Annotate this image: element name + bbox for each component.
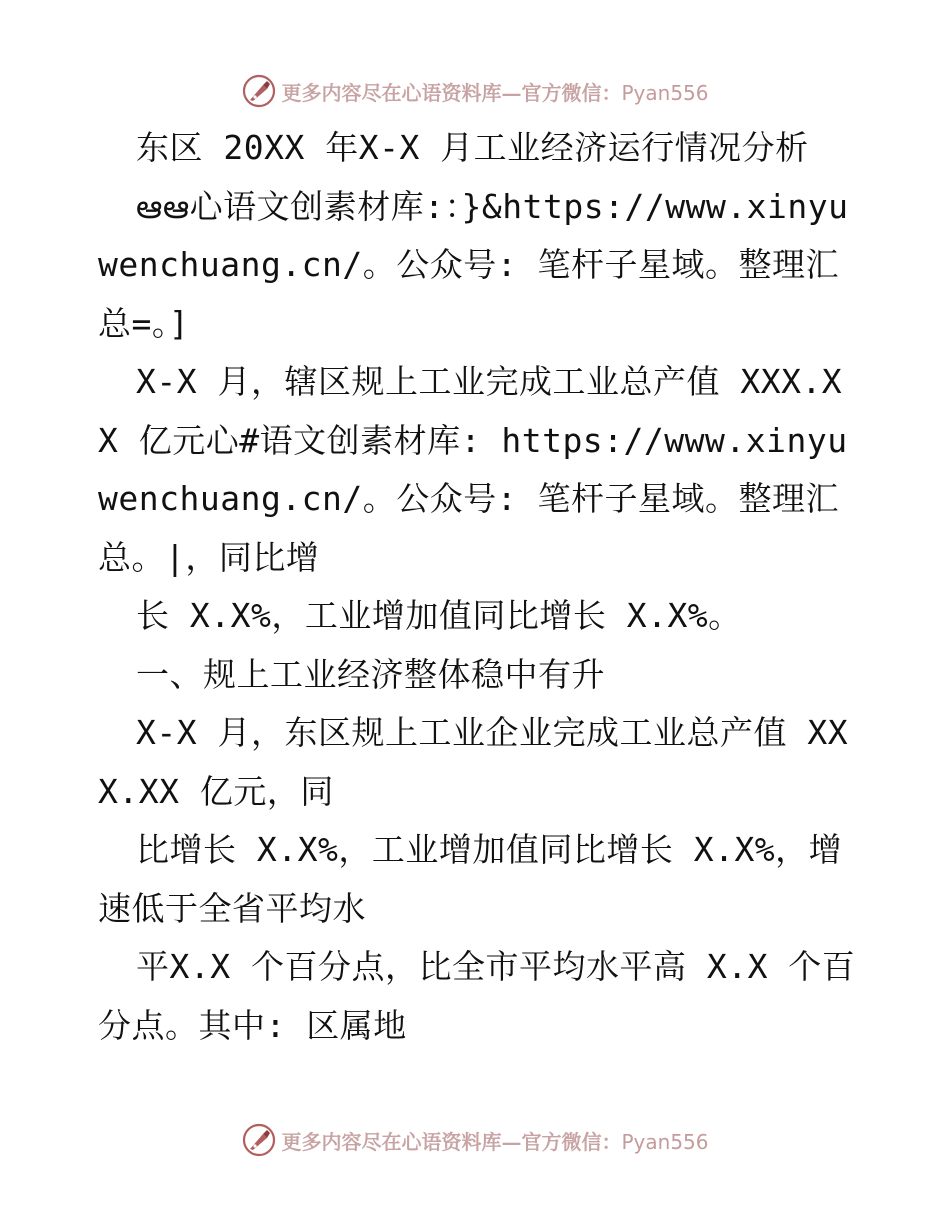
document-title: 东区 20XX 年X-X 月工业经济运行情况分析 bbox=[136, 128, 809, 167]
pen-nib-logo-icon bbox=[241, 73, 277, 109]
header-watermark bbox=[0, 71, 950, 111]
watermark-text-en: Pyan556 bbox=[621, 80, 709, 105]
pen-nib-logo-icon bbox=[241, 1122, 277, 1158]
watermark-text-en: Pyan556 bbox=[621, 1129, 709, 1154]
paragraph-output-value: X-X 月，辖区规上工业完成工业总产值 XXX.XX 亿元心#语文创素材库: https://www.xinyuwenchuang.cn/。公众号: 笔杆子星域。整理汇总。|，同比增 bbox=[98, 362, 848, 577]
paragraph-east-district: X-X 月，东区规上工业企业完成工业总产值 XXX.XX 亿元，同 bbox=[98, 713, 849, 811]
paragraph-percentage-points: 平X.X 个百分点，比全市平均水平高 X.X 个百分点。其中: 区属地 bbox=[98, 947, 856, 1045]
watermark-text bbox=[281, 1126, 708, 1155]
document-body bbox=[98, 119, 858, 1055]
paragraph-source-note: ఆఆ心语文创素材库:：}&https://www.xinyuwenchuang.cn/。公众号: 笔杆子星域。整理汇总=。] bbox=[98, 186, 849, 343]
section-heading-1: 一、规上工业经济整体稳中有升 bbox=[136, 654, 605, 694]
watermark-text-cn: 更多内容尽在心语资料库—官方微信： bbox=[281, 80, 622, 105]
watermark-text bbox=[281, 77, 708, 106]
watermark-text-cn: 更多内容尽在心语资料库—官方微信： bbox=[281, 1129, 622, 1154]
paragraph-growth: 长 X.X%，工业增加值同比增长 X.X%。 bbox=[136, 596, 742, 635]
footer-watermark bbox=[0, 1120, 950, 1160]
paragraph-growth-compare: 比增长 X.X%，工业增加值同比增长 X.X%，增速低于全省平均水 bbox=[98, 830, 843, 928]
